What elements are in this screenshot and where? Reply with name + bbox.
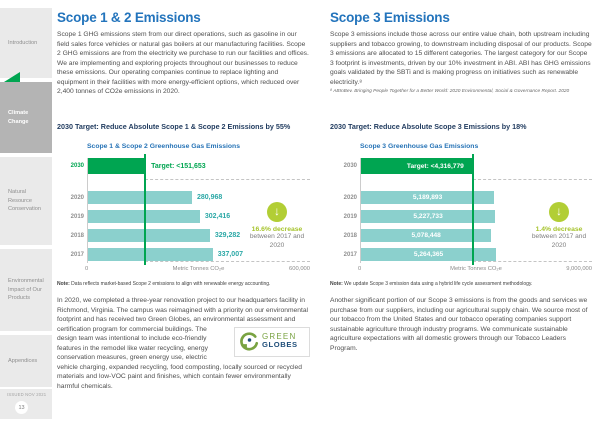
sidebar-item-appendices[interactable] xyxy=(0,335,52,387)
scope-1-2-section xyxy=(57,10,310,391)
dashed-guide-line xyxy=(145,179,310,180)
down-arrow-icon: ↓ xyxy=(267,202,287,222)
sidebar-item-label: Climate Change xyxy=(8,110,29,125)
note-text: Data reflects market-based Scope 2 emissions to align with renewable energy accounting. xyxy=(71,281,271,287)
scope-3-target-heading: 2030 Target: Reduce Absolute Scope 3 Emissions by 18% xyxy=(330,122,527,131)
scope-3-chart xyxy=(330,143,592,287)
down-arrow-icon: ↓ xyxy=(549,202,569,222)
logo-text-globes: GLOBES xyxy=(262,340,298,350)
value-bar xyxy=(361,248,496,261)
x-axis-title: Metric Tonnes CO₂e xyxy=(172,266,225,272)
sidebar xyxy=(0,0,52,425)
x-axis-title: Metric Tonnes CO₂e xyxy=(450,266,502,272)
x-axis-min: 0 xyxy=(85,266,89,272)
value-label: 280,968 xyxy=(196,194,223,201)
value-label: 5,227,733 xyxy=(413,213,443,220)
value-bar xyxy=(361,210,495,223)
sidebar-item-label: Appendices xyxy=(8,357,38,364)
logo-text-green: GREEN xyxy=(262,332,297,342)
x-axis-max: 600,000 xyxy=(289,266,310,272)
value-label: 5,078,448 xyxy=(411,232,441,239)
scope-1-2-paragraph-2 xyxy=(57,296,310,391)
note-text: We update Scope 3 emission data using a hybrid life cycle assessment methodology. xyxy=(344,281,533,287)
target-value-label: Target: <151,653 xyxy=(151,162,206,170)
sidebar-item-environmental-impact[interactable] xyxy=(0,249,52,331)
sidebar-item-climate-change[interactable] xyxy=(0,82,52,153)
value-bar xyxy=(361,191,494,204)
paragraph-part: In 2020, we completed a three-year renovation project to our headquarters facility in Richmond, Virginia. The campus was reimagined with a priority on our environmental footprint and has received two Green Globes, an environmental assessment and certification program for commercial buildings. xyxy=(57,297,309,333)
scope-3-footnote: ⁸ ABInBev. Bringing People Together for a Better World: 2020 Environmental, Social & Governance Report. 2020 xyxy=(330,89,570,95)
chart-plot-area xyxy=(343,158,592,263)
x-axis-max: 9,000,000 xyxy=(566,266,592,272)
scope-1-2-target-heading: 2030 Target: Reduce Absolute Scope 1 & Scope 2 Emissions by 55% xyxy=(57,122,291,131)
sidebar-item-label: Environmental Impact of Our Products xyxy=(8,278,44,302)
decrease-range: between 2017 and 2020 xyxy=(531,233,587,249)
chart-plot-area xyxy=(70,158,310,263)
year-label: 2019 xyxy=(343,213,357,220)
scope-3-section xyxy=(330,10,592,353)
target-line xyxy=(144,154,146,265)
chart-note xyxy=(57,281,310,287)
target-line xyxy=(472,154,474,265)
sidebar-item-introduction[interactable] xyxy=(0,8,52,78)
sidebar-item-label: Introduction xyxy=(8,39,38,46)
year-label: 2020 xyxy=(343,194,357,201)
chart-row-2030 xyxy=(343,158,592,174)
value-label: 5,264,365 xyxy=(413,251,444,258)
value-label: 337,007 xyxy=(217,251,243,258)
target-bar xyxy=(361,158,472,174)
scope-3-heading: Scope 3 Emissions xyxy=(330,10,450,25)
dashed-guide-line xyxy=(473,179,592,180)
sidebar-item-natural-resource-conservation[interactable] xyxy=(0,157,52,245)
chart-row-2030 xyxy=(70,158,310,174)
scope-1-2-heading: Scope 1 & 2 Emissions xyxy=(57,10,201,25)
note-label: Note: xyxy=(57,281,70,287)
scope-1-2-paragraph: Scope 1 GHG emissions stem from our direct operations, such as gasoline in our field sales force vehicles or natural gas boilers at our manufacturing facilities. Scope 2 GHG emissions are from the electricity we purchase to run our facilities and offices. We are implementing and exploring projects throughout our businesses to reduce these emissions. Our operating companies continue to replace lighting and equipment in their facilities with more energy-efficient options, which reduced over 2,400 tonnes of CO2e emissions in 2020. xyxy=(57,31,309,96)
decrease-annotation xyxy=(244,202,310,251)
x-axis-min: 0 xyxy=(358,266,362,272)
dashed-guide-line xyxy=(473,261,592,262)
scope-3-paragraph-2: Another significant portion of our Scope 3 emissions is from the goods and services we purchase from our suppliers, including our agricultural supply chain. We source most of our tobacco from the United States and our tobacco operating companies support sustainable agriculture through industry programs. We communicate sustainable agriculture expectations with all domestic growers through our Tobacco Leaders Program. xyxy=(330,297,588,352)
value-label: 329,282 xyxy=(214,232,241,239)
target-value-label: Target: <4,316,779 xyxy=(406,162,464,170)
value-bar xyxy=(88,248,213,261)
scope-3-paragraph: Scope 3 emissions include those across our entire value chain, both upstream including suppliers and tobacco growing, to downstream including disposal of our products. Scope 3 emissions are allocated to 15 different categories. The largest category for our Scope 3 footprint is investments, driven by our 10% investment in ABI. ABI has GHG emissions goals validated by the SBTi and is making progress on initiatives such as renewable electricity.⁸ xyxy=(330,31,592,86)
decrease-range: between 2017 and 2020 xyxy=(249,233,305,249)
year-label: 2018 xyxy=(70,232,84,239)
value-bar xyxy=(88,191,192,204)
value-label: 5,189,893 xyxy=(412,194,443,201)
x-axis xyxy=(87,266,310,275)
green-globes-logo xyxy=(234,327,310,357)
sidebar-item-label: Natural Resource Conservation xyxy=(8,189,41,213)
note-label: Note: xyxy=(330,281,343,287)
year-label: 2020 xyxy=(70,194,84,201)
decrease-percent: 1.4% decrease xyxy=(535,226,583,233)
chart-title: Scope 1 & Scope 2 Greenhouse Gas Emissions xyxy=(87,143,240,150)
scope-1-2-chart xyxy=(57,143,310,287)
year-label: 2030 xyxy=(343,163,357,169)
dashed-guide-line xyxy=(145,261,310,262)
green-globes-globe-icon xyxy=(239,332,259,352)
value-label: 302,416 xyxy=(204,213,231,220)
year-label: 2019 xyxy=(70,213,84,220)
year-label: 2018 xyxy=(343,232,357,239)
chart-note xyxy=(330,281,592,287)
sidebar-footer xyxy=(0,389,52,419)
year-label: 2017 xyxy=(70,251,84,258)
year-label: 2017 xyxy=(343,251,357,258)
issued-date: ISSUED NOV 2021 xyxy=(7,392,47,397)
value-bar xyxy=(88,229,210,242)
chart-title: Scope 3 Greenhouse Gas Emissions xyxy=(360,143,479,150)
paragraph-part: The design team was intentional to include eco-friendly features in the remodel like water recycling, energy conservation measures, green energy use, electric vehicle charging, expanded recycling, food composting, locally sourced or recycled materials and low-VOC paint and finishes, which contain fewer environmentally harmful chemicals. xyxy=(57,325,302,390)
x-axis xyxy=(360,266,592,275)
target-bar xyxy=(88,158,144,174)
decrease-percent: 16.6% decrease xyxy=(251,226,303,233)
decrease-annotation xyxy=(526,202,592,251)
year-label: 2030 xyxy=(70,163,84,169)
page-number-badge: 13 xyxy=(15,401,28,414)
